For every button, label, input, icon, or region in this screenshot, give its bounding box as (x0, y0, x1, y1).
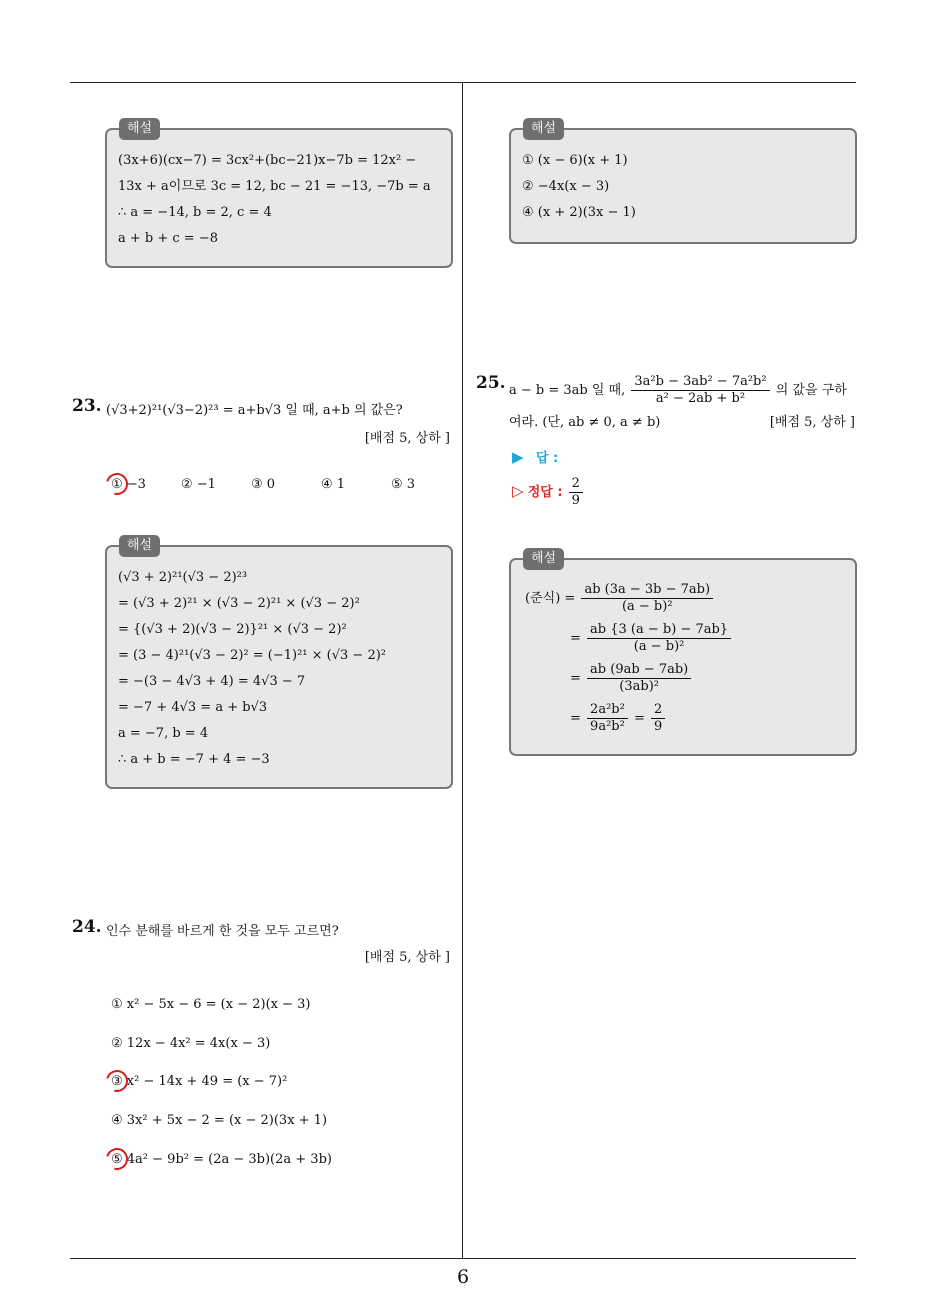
correct-answer-fraction (569, 476, 583, 509)
q24-choice-1[interactable]: ① x² − 5x − 6 = (x − 2)(x − 3) (111, 997, 311, 1012)
solution-line: = −(3 − 4√3 + 4) = 4√3 − 7 (118, 674, 306, 689)
solution-line: = {(√3 + 2)(√3 − 2)}²¹ × (√3 − 2)² (118, 622, 347, 637)
q24-number: 24. (72, 917, 102, 937)
q23-solution-box (105, 538, 453, 789)
solution-tag: 해설 (119, 118, 160, 140)
page-number: 6 (456, 1266, 470, 1288)
solution-line: = −7 + 4√3 = a + b√3 (118, 700, 268, 715)
equals-sign: = (570, 711, 581, 726)
q24-answer-circle-3 (102, 1066, 132, 1096)
q23-score: [배점 5, 상하 ] (364, 431, 450, 446)
q25-text-prefix: a − b = 3ab 일 때, (509, 383, 626, 398)
solution-line: = (3 − 4)²¹(√3 − 2)² = (−1)²¹ × (√3 − 2)² (118, 648, 387, 663)
fraction-denominator: a² − 2ab + b² (655, 391, 746, 406)
q23-choice-2[interactable]: ② −1 (181, 477, 216, 492)
q25-question-line2: 여라. (단, ab ≠ 0, a ≠ b) (509, 415, 661, 430)
solution-tag: 해설 (523, 548, 564, 570)
q23-number: 23. (72, 396, 102, 416)
q23-choice-4[interactable]: ④ 1 (321, 477, 346, 492)
fraction-denominator: (a − b)² (621, 599, 673, 614)
q23-question-text: (√3+2)²¹(√3−2)²³ = a+b√3 일 때, a+b 의 값은? (106, 403, 403, 418)
outline-arrow-icon: ▷ (512, 482, 524, 500)
top-rule (70, 82, 856, 83)
result-fraction (651, 702, 665, 735)
q25-solution-box (509, 551, 857, 756)
solution-line: ② −4x(x − 3) (522, 179, 610, 194)
q24-solution-box (509, 121, 857, 244)
q25-expression-fraction (631, 374, 769, 407)
fraction-numerator: 2a²b² (587, 702, 628, 719)
q25-answer-row (512, 447, 558, 466)
solution-line: ∴ a + b = −7 + 4 = −3 (118, 752, 270, 767)
q24-choice-5[interactable]: ⑤ 4a² − 9b² = (2a − 3b)(2a + 3b) (111, 1152, 332, 1167)
step-fraction (581, 582, 713, 615)
q25-text-suffix: 의 값을 구하 (775, 383, 847, 398)
q25-correct-answer-row (512, 476, 585, 509)
solution-line: 13x + a이므로 3c = 12, bc − 21 = −13, −7b = a (118, 179, 431, 194)
play-arrow-icon: ▶ (512, 448, 524, 466)
step-fraction (587, 662, 691, 695)
solution-line: ∴ a = −14, b = 2, c = 4 (118, 205, 272, 220)
equals-sign: = (570, 671, 581, 686)
fraction-numerator: 3a²b − 3ab² − 7a²b² (631, 374, 769, 391)
column-divider (462, 82, 463, 1258)
solution-line: ④ (x + 2)(3x − 1) (522, 205, 636, 220)
answer-label: 답 : (535, 451, 559, 466)
fraction-denominator: (3ab)² (619, 679, 659, 694)
solution-prefix: (준식) = (525, 591, 576, 606)
equals-sign: = (633, 711, 645, 726)
fraction-denominator: 9 (571, 493, 580, 508)
q24-choice-2[interactable]: ② 12x − 4x² = 4x(x − 3) (111, 1036, 271, 1051)
solution-line: a = −7, b = 4 (118, 726, 209, 741)
q23-answer-circle (102, 469, 132, 499)
solution-step-1 (525, 582, 715, 615)
q24-choice-4[interactable]: ④ 3x² + 5x − 2 = (x − 2)(3x + 1) (111, 1113, 328, 1128)
fraction-denominator: (a − b)² (633, 639, 685, 654)
q24-answer-circle-5 (102, 1144, 132, 1174)
q25-number: 25. (476, 373, 506, 393)
solution-step-3 (570, 662, 693, 695)
solution-line: a + b + c = −8 (118, 231, 218, 246)
q23-choice-3[interactable]: ③ 0 (251, 477, 276, 492)
equals-sign: = (570, 631, 581, 646)
fraction-denominator: 9a²b² (590, 719, 625, 734)
q24-score: [배점 5, 상하 ] (364, 950, 450, 965)
q24-choice-3[interactable]: ③ x² − 14x + 49 = (x − 7)² (111, 1074, 288, 1089)
step-fraction (587, 702, 628, 735)
solution-step-4 (570, 702, 667, 735)
solution-line: (√3 + 2)²¹(√3 − 2)²³ (118, 570, 248, 585)
fraction-numerator: 2 (651, 702, 665, 719)
q22-solution-box (105, 121, 453, 268)
q25-score: [배점 5, 상하 ] (769, 415, 855, 430)
q24-question-text: 인수 분해를 바르게 한 것을 모두 고르면? (106, 924, 339, 939)
solution-step-2 (570, 622, 733, 655)
correct-answer-label: 정답 : (527, 485, 563, 500)
solution-tag: 해설 (119, 535, 160, 557)
solution-line: ① (x − 6)(x + 1) (522, 153, 628, 168)
fraction-numerator: ab {3 (a − b) − 7ab} (587, 622, 731, 639)
step-fraction (587, 622, 731, 655)
fraction-numerator: ab (9ab − 7ab) (587, 662, 691, 679)
fraction-numerator: 2 (569, 476, 583, 493)
q25-question-line1 (509, 374, 847, 407)
solution-tag: 해설 (523, 118, 564, 140)
solution-line: = (√3 + 2)²¹ × (√3 − 2)²¹ × (√3 − 2)² (118, 596, 360, 611)
solution-line: (3x+6)(cx−7) = 3cx²+(bc−21)x−7b = 12x² − (118, 153, 417, 168)
bottom-rule (70, 1258, 856, 1259)
fraction-denominator: 9 (654, 719, 663, 734)
fraction-numerator: ab (3a − 3b − 7ab) (581, 582, 713, 599)
q23-choice-5[interactable]: ⑤ 3 (391, 477, 416, 492)
q23-choice-1[interactable]: ① −3 (111, 477, 146, 492)
